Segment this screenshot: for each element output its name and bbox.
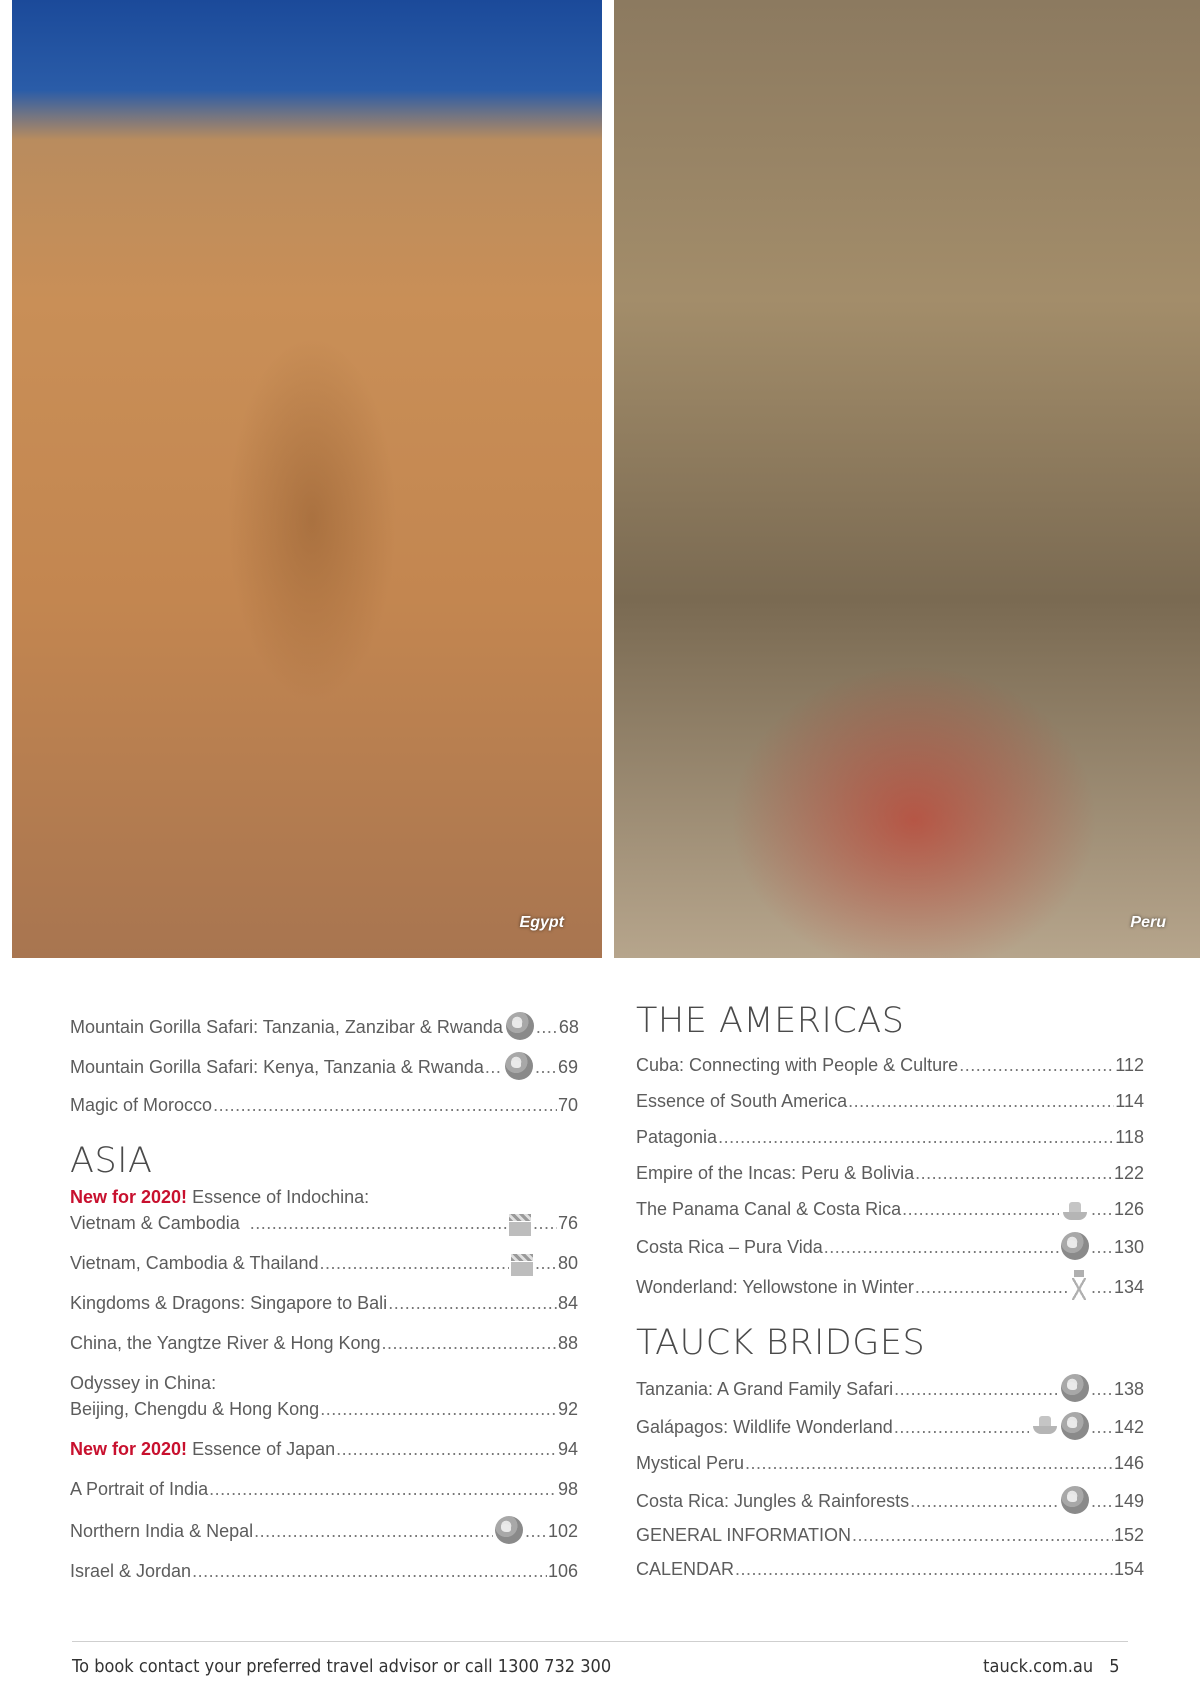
toc-entry-label: Empire of the Incas: Peru & Bolivia — [636, 1163, 915, 1183]
globe-icon — [1061, 1374, 1089, 1402]
toc-page-number: 146 — [1113, 1453, 1144, 1473]
toc-entry-label: Mountain Gorilla Safari: Kenya, Tanzania & Rwanda — [70, 1057, 484, 1077]
toc-entry[interactable] — [636, 1522, 1144, 1548]
tauck-bridges-heading: TAUCK BRIDGES — [636, 1323, 926, 1363]
toc-entry[interactable] — [70, 1436, 578, 1462]
toc-entry-label: Israel & Jordan — [70, 1561, 192, 1581]
toc-entry-label: Tanzania: A Grand Family Safari — [636, 1379, 894, 1399]
toc-entry[interactable] — [636, 1052, 1144, 1078]
toc-right-column — [636, 1000, 1144, 1582]
toc-entry-label: Northern India & Nepal — [70, 1521, 254, 1541]
toc-page-number: 114 — [1115, 1091, 1144, 1111]
asia-list — [70, 1476, 578, 1584]
toc-page-number: 138 — [1113, 1379, 1144, 1399]
toc-page-number: 68 — [558, 1017, 579, 1037]
egypt-photo — [12, 0, 602, 958]
toc-entry-label: Costa Rica – Pura Vida — [636, 1237, 823, 1257]
toc-page-number: 94 — [557, 1439, 578, 1459]
toc-entry[interactable] — [70, 1558, 578, 1584]
globe-icon — [1061, 1412, 1089, 1440]
toc-entry-label: Galápagos: Wildlife Wonderland — [636, 1417, 893, 1437]
americas-list — [636, 1052, 1144, 1300]
toc-page-number: 122 — [1113, 1163, 1144, 1183]
toc-page-number: 92 — [557, 1399, 578, 1419]
toc-entry[interactable] — [70, 1370, 578, 1422]
toc-page-number: 98 — [557, 1479, 578, 1499]
peru-photo — [614, 0, 1200, 958]
toc-entry[interactable] — [70, 1052, 578, 1080]
toc-entry[interactable] — [636, 1124, 1144, 1150]
toc-entry[interactable] — [70, 1184, 578, 1236]
toc-entry-label: The Panama Canal & Costa Rica — [636, 1199, 902, 1219]
globe-icon — [506, 1012, 534, 1040]
toc-entry[interactable] — [636, 1160, 1144, 1186]
general-list — [636, 1522, 1144, 1582]
toc-entry-label: Patagonia — [636, 1127, 718, 1147]
film-icon — [511, 1254, 533, 1276]
toc-entry-label: Essence of Indochina: — [192, 1187, 370, 1207]
toc-entry[interactable] — [636, 1232, 1144, 1260]
toc-entry[interactable] — [636, 1412, 1144, 1440]
toc-entry-label: Cuba: Connecting with People & Culture — [636, 1055, 959, 1075]
toc-entry-label: Kingdoms & Dragons: Singapore to Bali — [70, 1293, 388, 1313]
toc-entry[interactable] — [636, 1450, 1144, 1476]
toc-entry[interactable] — [70, 1250, 578, 1276]
ship-icon — [1061, 1198, 1089, 1222]
globe-icon — [1061, 1486, 1089, 1514]
globe-icon — [495, 1516, 523, 1544]
toc-page-number: 76 — [557, 1213, 578, 1233]
toc-entry-label: Essence of Japan — [192, 1439, 336, 1459]
toc-entry-label: A Portrait of India — [70, 1479, 209, 1499]
toc-page-number: 80 — [557, 1253, 578, 1273]
toc-entry[interactable] — [70, 1290, 578, 1316]
toc-page-number: 106 — [547, 1561, 578, 1581]
tripod-icon — [1069, 1270, 1089, 1300]
toc-page-number: 70 — [557, 1095, 578, 1115]
photo-caption: Peru — [1130, 914, 1166, 931]
toc-entry-label: Mountain Gorilla Safari: Tanzania, Zanzibar & Rwanda — [70, 1017, 503, 1037]
toc-page-number: 126 — [1113, 1199, 1144, 1219]
asia-list — [70, 1250, 578, 1356]
toc-entry[interactable] — [636, 1088, 1144, 1114]
toc-entry[interactable] — [70, 1092, 578, 1118]
toc-page-number: 154 — [1113, 1559, 1144, 1579]
toc-entry-label: Magic of Morocco — [70, 1095, 213, 1115]
toc-page-number: 152 — [1113, 1525, 1144, 1545]
toc-page-number: 130 — [1113, 1237, 1144, 1257]
toc-entry-label: Wonderland: Yellowstone in Winter — [636, 1277, 914, 1297]
bridges-list — [636, 1374, 1144, 1514]
footer-right — [984, 1656, 1120, 1677]
toc-entry-label: Odyssey in China: — [70, 1373, 217, 1393]
toc-entry[interactable] — [636, 1270, 1144, 1300]
photo-caption: Egypt — [519, 914, 564, 931]
toc-entry-label: Beijing, Chengdu & Hong Kong — [70, 1399, 320, 1419]
page-number: 5 — [1109, 1656, 1120, 1677]
toc-entry[interactable] — [636, 1374, 1144, 1402]
toc-entry[interactable] — [70, 1012, 578, 1040]
globe-icon — [505, 1052, 533, 1080]
toc-entry-label: Costa Rica: Jungles & Rainforests — [636, 1491, 910, 1511]
toc-page-number: 112 — [1115, 1055, 1144, 1075]
film-icon — [509, 1214, 531, 1236]
toc-entry[interactable] — [70, 1476, 578, 1502]
toc-entry-label: Vietnam, Cambodia & Thailand — [70, 1253, 319, 1273]
globe-icon — [1061, 1232, 1089, 1260]
toc-entry[interactable] — [70, 1516, 578, 1544]
toc-entry[interactable] — [70, 1330, 578, 1356]
toc-entry-label: GENERAL INFORMATION — [636, 1525, 852, 1545]
americas-heading: THE AMERICAS — [636, 1001, 905, 1041]
toc-page-number: 118 — [1115, 1127, 1144, 1147]
website-link[interactable]: tauck.com.au — [983, 1656, 1094, 1677]
toc-entry[interactable] — [636, 1556, 1144, 1582]
new-badge: New for 2020! — [70, 1439, 188, 1459]
toc-page-number: 102 — [547, 1521, 578, 1541]
toc-left-column — [70, 1000, 578, 1584]
toc-entry-label: Mystical Peru — [636, 1453, 745, 1473]
toc-entry-label: Essence of South America — [636, 1091, 848, 1111]
asia-heading: ASIA — [70, 1141, 153, 1181]
ship-icon — [1031, 1412, 1059, 1436]
toc-entry[interactable] — [636, 1196, 1144, 1222]
toc-page-number: 134 — [1113, 1277, 1144, 1297]
toc-page-number: 149 — [1113, 1491, 1144, 1511]
toc-entry[interactable] — [636, 1486, 1144, 1514]
footer-contact: To book contact your preferred travel advisor or call 1300 732 300 — [72, 1656, 612, 1677]
footer-divider — [72, 1641, 1128, 1642]
toc-page-number: 84 — [557, 1293, 578, 1313]
toc-page-number: 142 — [1113, 1417, 1144, 1437]
toc-entry-label: China, the Yangtze River & Hong Kong — [70, 1333, 381, 1353]
toc-page-number: 88 — [557, 1333, 578, 1353]
new-badge: New for 2020! — [70, 1187, 188, 1207]
africa-list — [70, 1012, 578, 1118]
toc-page-number: 69 — [557, 1057, 578, 1077]
toc-entry-label: Vietnam & Cambodia — [70, 1213, 240, 1233]
toc-entry-label: CALENDAR — [636, 1559, 735, 1579]
